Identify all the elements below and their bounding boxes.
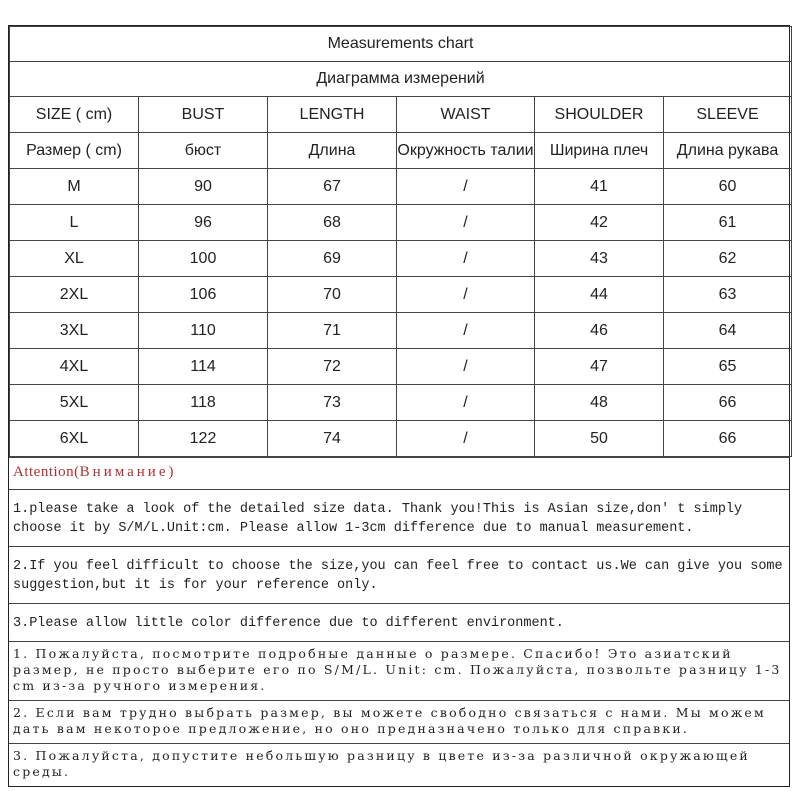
chart-title-en: Measurements chart [10, 27, 792, 62]
cell-shoulder: 50 [535, 421, 664, 457]
cell-bust: 110 [139, 313, 268, 349]
cell-bust: 122 [139, 421, 268, 457]
header-size-en: SIZE ( cm) [10, 97, 139, 133]
cell-bust: 100 [139, 241, 268, 277]
header-shoulder-ru: Ширина плеч [535, 133, 664, 169]
header-bust-en: BUST [139, 97, 268, 133]
cell-shoulder: 42 [535, 205, 664, 241]
cell-shoulder: 46 [535, 313, 664, 349]
cell-bust: 118 [139, 385, 268, 421]
cell-size: L [10, 205, 139, 241]
cell-shoulder: 43 [535, 241, 664, 277]
header-row-en [10, 97, 792, 133]
cell-length: 70 [268, 277, 397, 313]
table-row [10, 205, 792, 241]
header-waist-en: WAIST [397, 97, 535, 133]
cell-waist: / [397, 277, 535, 313]
cell-sleeve: 62 [664, 241, 792, 277]
table-row [10, 241, 792, 277]
cell-size: M [10, 169, 139, 205]
cell-bust: 114 [139, 349, 268, 385]
table-row [10, 385, 792, 421]
cell-length: 69 [268, 241, 397, 277]
header-waist-ru: Окружность талии [397, 133, 535, 169]
note-ru-3: 3. Пожалуйста, допустите небольшую разницу в цвете из-за различной окружающей среды. [9, 743, 789, 786]
cell-sleeve: 63 [664, 277, 792, 313]
cell-waist: / [397, 313, 535, 349]
header-shoulder-en: SHOULDER [535, 97, 664, 133]
table-row [10, 277, 792, 313]
cell-sleeve: 61 [664, 205, 792, 241]
table-row [10, 421, 792, 457]
table-row [10, 349, 792, 385]
cell-shoulder: 48 [535, 385, 664, 421]
cell-waist: / [397, 169, 535, 205]
cell-size: 4XL [10, 349, 139, 385]
table-row [10, 313, 792, 349]
attention-close: ) [168, 464, 174, 480]
cell-length: 74 [268, 421, 397, 457]
cell-size: XL [10, 241, 139, 277]
cell-size: 2XL [10, 277, 139, 313]
cell-shoulder: 44 [535, 277, 664, 313]
cell-waist: / [397, 385, 535, 421]
header-length-ru: Длина [268, 133, 397, 169]
attention-en: Attention( [13, 464, 80, 480]
note-en-1: 1.please take a look of the detailed size data. Thank you!This is Asian size,don' t simply choose it by S/M/L.Unit:cm. Please allow 1-3cm difference due to manual measurement. [9, 489, 789, 546]
attention-ru: Внимание [79, 464, 169, 480]
note-en-2: 2.If you feel difficult to choose the size,you can feel free to contact us.We can give you some suggestion,but it is for your reference only. [9, 546, 789, 603]
cell-shoulder: 47 [535, 349, 664, 385]
size-rows [10, 169, 792, 457]
header-bust-ru: бюст [139, 133, 268, 169]
cell-length: 68 [268, 205, 397, 241]
chart-title-ru: Диаграмма измерений [10, 62, 792, 97]
cell-length: 71 [268, 313, 397, 349]
header-size-ru: Размер ( cm) [10, 133, 139, 169]
cell-waist: / [397, 205, 535, 241]
note-ru-2: 2. Если вам трудно выбрать размер, вы можете свободно связаться с нами. Мы можем дать вам некоторое предложение, но оно предназначено только для справки. [9, 700, 789, 743]
cell-sleeve: 65 [664, 349, 792, 385]
cell-sleeve: 66 [664, 421, 792, 457]
cell-length: 72 [268, 349, 397, 385]
cell-length: 73 [268, 385, 397, 421]
size-chart-sheet [8, 25, 790, 787]
cell-sleeve: 64 [664, 313, 792, 349]
header-length-en: LENGTH [268, 97, 397, 133]
cell-shoulder: 41 [535, 169, 664, 205]
cell-waist: / [397, 349, 535, 385]
note-ru-1: 1. Пожалуйста, посмотрите подробные данные о размере. Спасибо! Это азиатский размер, не просто выберите его по S/M/L. Unit: cm. Пожалуйста, позвольте разницу 1-3 cm из-за ручного измерения. [9, 641, 789, 700]
cell-size: 3XL [10, 313, 139, 349]
measurements-table [9, 26, 792, 457]
table-row [10, 169, 792, 205]
cell-bust: 106 [139, 277, 268, 313]
cell-size: 5XL [10, 385, 139, 421]
attention-heading [9, 457, 789, 489]
cell-sleeve: 60 [664, 169, 792, 205]
cell-waist: / [397, 241, 535, 277]
notes-section [9, 457, 789, 786]
cell-size: 6XL [10, 421, 139, 457]
note-en-3: 3.Please allow little color difference due to different environment. [9, 603, 789, 641]
header-row-ru [10, 133, 792, 169]
cell-bust: 96 [139, 205, 268, 241]
header-sleeve-ru: Длина рукава [664, 133, 792, 169]
cell-waist: / [397, 421, 535, 457]
cell-sleeve: 66 [664, 385, 792, 421]
cell-bust: 90 [139, 169, 268, 205]
header-sleeve-en: SLEEVE [664, 97, 792, 133]
cell-length: 67 [268, 169, 397, 205]
